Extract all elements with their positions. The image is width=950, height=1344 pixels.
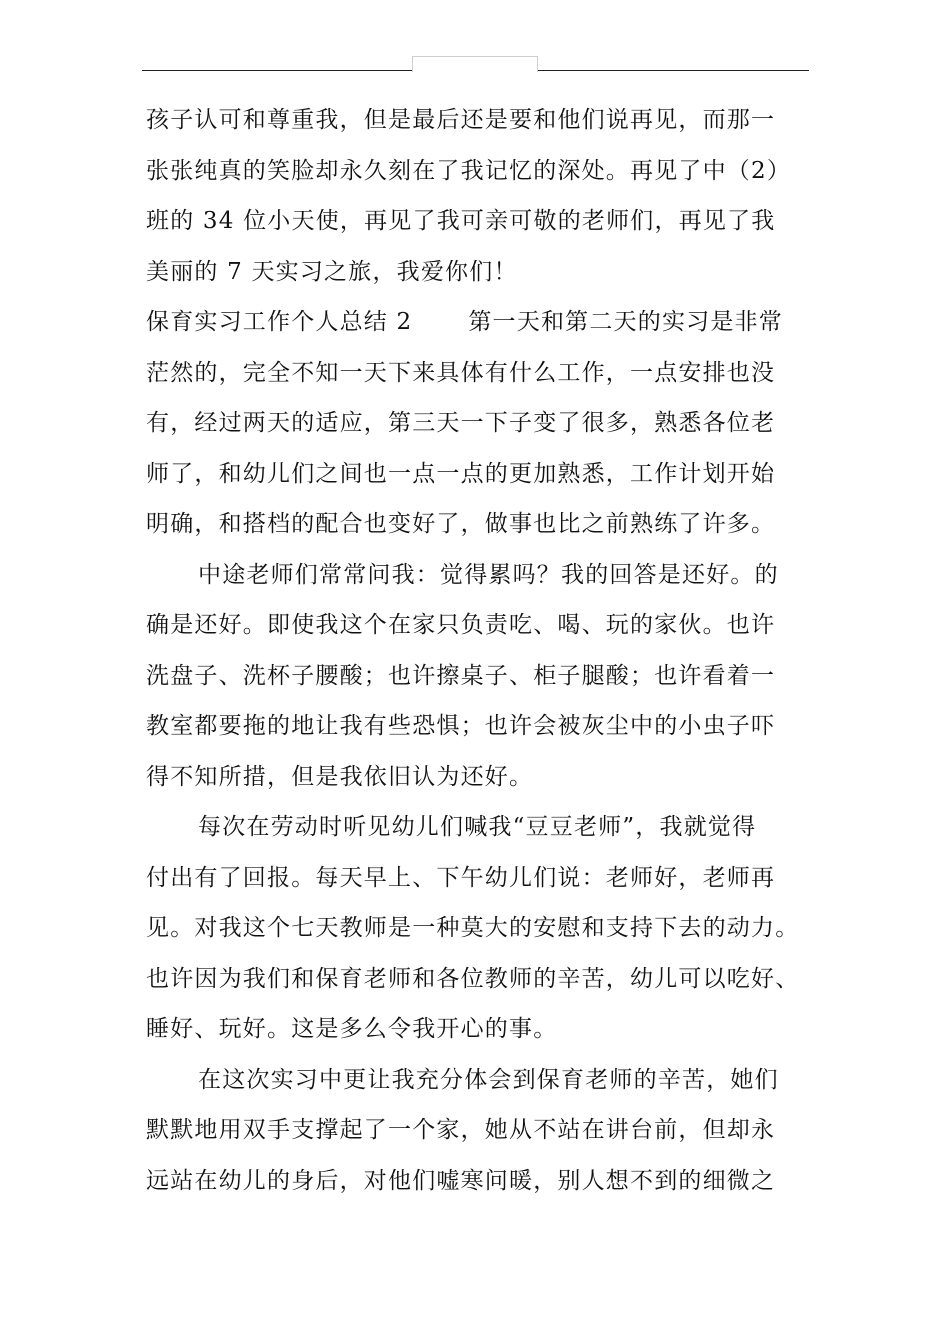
text-line: 得不知所措，但是我依旧认为还好。	[146, 763, 534, 790]
text-line: 确是还好。即使我这个在家只负责吃、喝、玩的家伙。也许	[146, 612, 776, 638]
text-line: 有，经过两天的适应，第三天一下子变了很多，熟悉各位老	[146, 410, 776, 436]
text-line: 付出有了回报。每天早上、下午幼儿们说：老师好，老师再	[146, 864, 776, 891]
section-title: 保育实习工作个人总结 2	[146, 309, 413, 335]
paragraph-first-line: 中途老师们常常问我：觉得累吗？我的回答是还好。的	[198, 561, 779, 588]
text-line: 教室都要拖的地让我有些恐惧；也许会被灰尘中的小虫子吓	[146, 713, 776, 739]
text-line: 班的 34 位小天使，再见了我可亲可敬的老师们，再见了我	[146, 208, 776, 234]
text-line: 默默地用双手支撑起了一个家，她从不站在讲台前，但却永	[146, 1117, 776, 1143]
text-line: 见。对我这个七天教师是一种莫大的安慰和支持下去的动力。	[146, 915, 800, 941]
text-line: 孩子认可和尊重我，但是最后还是要和他们说再见，而那一	[146, 107, 776, 133]
text-line: 明确，和搭档的配合也变好了，做事也比之前熟练了许多。	[146, 511, 776, 537]
text-line: 张张纯真的笑脸却永久刻在了我记忆的深处。再见了中（2）	[146, 157, 792, 184]
document-body	[146, 95, 816, 1206]
text-line: 洗盘子、洗杯子腰酸；也许擦桌子、柜子腿酸；也许看着一	[146, 662, 776, 689]
header-tab	[412, 56, 538, 72]
paragraph-first-line: 每次在劳动时听见幼儿们喊我“豆豆老师”，我就觉得	[198, 814, 757, 840]
text-line: 远站在幼儿的身后，对他们嘘寒问暖，别人想不到的细微之	[146, 1167, 776, 1194]
text-line: 茫然的，完全不知一天下来具体有什么工作，一点安排也没	[146, 359, 776, 386]
text-line: 师了，和幼儿们之间也一点一点的更加熟悉，工作计划开始	[146, 460, 776, 487]
text-line: 也许因为我们和保育老师和各位教师的辛苦，幼儿可以吃好、	[146, 965, 800, 992]
section-heading-line	[146, 297, 816, 348]
text-line: 睡好、玩好。这是多么令我开心的事。	[146, 1016, 558, 1042]
section-first-text: 第一天和第二天的实习是非常	[468, 309, 783, 335]
text-line: 美丽的 7 天实习之旅，我爱你们！	[146, 258, 518, 285]
paragraph-first-line: 在这次实习中更让我充分体会到保育老师的辛苦，她们	[198, 1066, 779, 1093]
